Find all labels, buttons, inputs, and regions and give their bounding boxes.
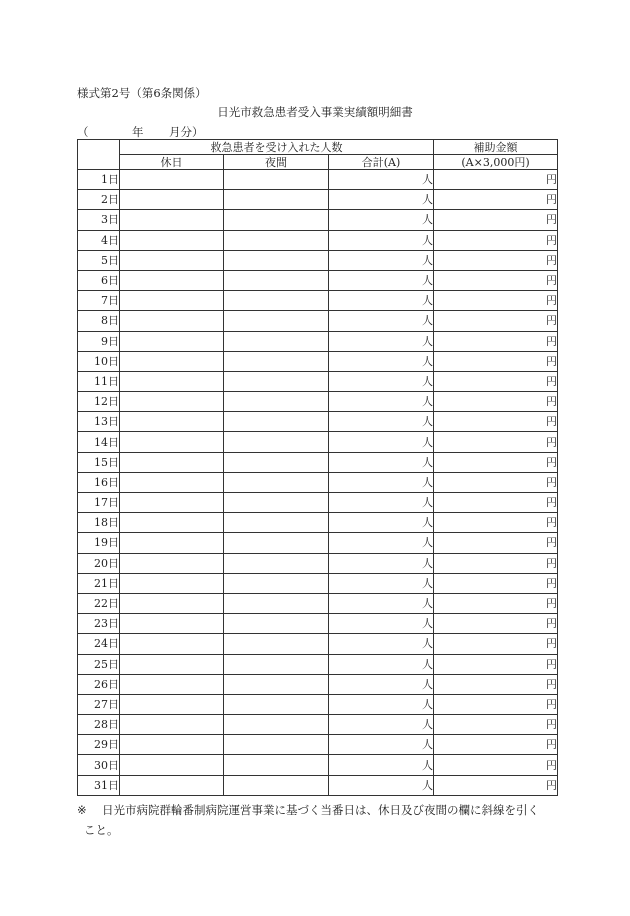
night-cell[interactable]	[224, 452, 329, 472]
table-row	[78, 654, 558, 674]
ledger-table	[77, 139, 558, 796]
amount-cell[interactable]: 円	[434, 755, 558, 775]
table-row	[78, 634, 558, 654]
day-label: 22日	[78, 593, 120, 613]
night-cell[interactable]	[224, 755, 329, 775]
table-row	[78, 553, 558, 573]
table-row	[78, 210, 558, 230]
day-label: 29日	[78, 735, 120, 755]
holiday-cell[interactable]	[120, 190, 224, 210]
amount-cell[interactable]: 円	[434, 654, 558, 674]
day-label: 20日	[78, 553, 120, 573]
total-header: 合計(A)	[329, 155, 434, 170]
total-cell[interactable]: 人	[329, 230, 434, 250]
amount-cell[interactable]: 円	[434, 250, 558, 270]
total-cell[interactable]: 人	[329, 250, 434, 270]
total-cell[interactable]: 人	[329, 170, 434, 190]
day-label: 13日	[78, 412, 120, 432]
day-label: 17日	[78, 493, 120, 513]
total-cell[interactable]: 人	[329, 513, 434, 533]
total-cell[interactable]: 人	[329, 553, 434, 573]
night-cell[interactable]	[224, 634, 329, 654]
table-row	[78, 755, 558, 775]
total-cell[interactable]: 人	[329, 674, 434, 694]
day-label: 1日	[78, 170, 120, 190]
night-cell[interactable]	[224, 654, 329, 674]
total-cell[interactable]: 人	[329, 775, 434, 795]
day-label: 18日	[78, 513, 120, 533]
night-cell[interactable]	[224, 573, 329, 593]
holiday-cell[interactable]	[120, 452, 224, 472]
holiday-cell[interactable]	[120, 533, 224, 553]
day-label: 24日	[78, 634, 120, 654]
amount-cell[interactable]: 円	[434, 593, 558, 613]
table-row	[78, 432, 558, 452]
night-cell[interactable]	[224, 392, 329, 412]
amount-cell[interactable]: 円	[434, 715, 558, 735]
holiday-cell[interactable]	[120, 775, 224, 795]
holiday-cell[interactable]	[120, 291, 224, 311]
total-cell[interactable]: 人	[329, 190, 434, 210]
table-row	[78, 573, 558, 593]
table-row	[78, 412, 558, 432]
night-cell[interactable]	[224, 493, 329, 513]
amount-cell[interactable]: 円	[434, 573, 558, 593]
holiday-cell[interactable]	[120, 270, 224, 290]
holiday-cell[interactable]	[120, 392, 224, 412]
day-header-cell	[78, 140, 120, 170]
night-cell[interactable]	[224, 170, 329, 190]
night-cell[interactable]	[224, 190, 329, 210]
night-cell[interactable]	[224, 775, 329, 795]
amount-cell[interactable]: 円	[434, 694, 558, 714]
total-cell[interactable]: 人	[329, 351, 434, 371]
amount-cell[interactable]: 円	[434, 392, 558, 412]
night-cell[interactable]	[224, 331, 329, 351]
amount-cell[interactable]: 円	[434, 493, 558, 513]
table-row	[78, 715, 558, 735]
day-label: 30日	[78, 755, 120, 775]
day-label: 6日	[78, 270, 120, 290]
total-cell[interactable]: 人	[329, 735, 434, 755]
night-cell[interactable]	[224, 412, 329, 432]
holiday-cell[interactable]	[120, 472, 224, 492]
total-cell[interactable]: 人	[329, 270, 434, 290]
night-cell[interactable]	[224, 513, 329, 533]
night-header: 夜間	[224, 155, 329, 170]
period-month-label: 月分）	[169, 125, 204, 139]
total-cell[interactable]: 人	[329, 412, 434, 432]
holiday-cell[interactable]	[120, 614, 224, 634]
total-cell[interactable]: 人	[329, 694, 434, 714]
total-cell[interactable]: 人	[329, 614, 434, 634]
day-label: 14日	[78, 432, 120, 452]
total-cell[interactable]: 人	[329, 210, 434, 230]
day-label: 25日	[78, 654, 120, 674]
total-cell[interactable]: 人	[329, 715, 434, 735]
amount-cell[interactable]: 円	[434, 553, 558, 573]
total-cell[interactable]: 人	[329, 533, 434, 553]
day-label: 10日	[78, 351, 120, 371]
holiday-cell[interactable]	[120, 210, 224, 230]
table-row	[78, 452, 558, 472]
day-label: 27日	[78, 694, 120, 714]
day-label: 5日	[78, 250, 120, 270]
holiday-cell[interactable]	[120, 593, 224, 613]
holiday-cell[interactable]	[120, 432, 224, 452]
holiday-cell[interactable]	[120, 250, 224, 270]
holiday-cell[interactable]	[120, 331, 224, 351]
amount-cell[interactable]: 円	[434, 291, 558, 311]
holiday-cell[interactable]	[120, 412, 224, 432]
day-label: 19日	[78, 533, 120, 553]
day-label: 23日	[78, 614, 120, 634]
table-row	[78, 533, 558, 553]
total-cell[interactable]: 人	[329, 432, 434, 452]
holiday-header: 休日	[120, 155, 224, 170]
day-label: 4日	[78, 230, 120, 250]
day-label: 8日	[78, 311, 120, 331]
table-row	[78, 291, 558, 311]
day-label: 3日	[78, 210, 120, 230]
note-line-1: 日光市病院群輪番制病院運営事業に基づく当番日は、休日及び夜間の欄に斜線を引く	[102, 803, 539, 817]
table-row	[78, 311, 558, 331]
table-row	[78, 170, 558, 190]
amount-cell[interactable]: 円	[434, 351, 558, 371]
night-cell[interactable]	[224, 593, 329, 613]
night-cell[interactable]	[224, 715, 329, 735]
ledger-body	[78, 170, 558, 796]
day-label: 21日	[78, 573, 120, 593]
day-label: 11日	[78, 371, 120, 391]
day-label: 28日	[78, 715, 120, 735]
night-cell[interactable]	[224, 674, 329, 694]
table-row	[78, 674, 558, 694]
day-label: 31日	[78, 775, 120, 795]
holiday-cell[interactable]	[120, 311, 224, 331]
total-cell[interactable]: 人	[329, 654, 434, 674]
form-number: 様式第2号（第6条関係）	[77, 86, 207, 100]
total-cell[interactable]: 人	[329, 573, 434, 593]
total-cell[interactable]: 人	[329, 472, 434, 492]
table-row	[78, 513, 558, 533]
table-row	[78, 270, 558, 290]
amount-formula: (A×3,000円)	[434, 155, 558, 170]
period-line	[77, 124, 204, 140]
period-open: （	[77, 125, 89, 139]
table-row	[78, 694, 558, 714]
holiday-cell[interactable]	[120, 493, 224, 513]
table-row	[78, 472, 558, 492]
night-cell[interactable]	[224, 432, 329, 452]
total-cell[interactable]: 人	[329, 311, 434, 331]
total-cell[interactable]: 人	[329, 755, 434, 775]
amount-cell[interactable]: 円	[434, 190, 558, 210]
amount-cell[interactable]: 円	[434, 432, 558, 452]
table-row	[78, 190, 558, 210]
day-label: 12日	[78, 392, 120, 412]
amount-cell[interactable]: 円	[434, 513, 558, 533]
table-row	[78, 230, 558, 250]
table-row	[78, 331, 558, 351]
holiday-cell[interactable]	[120, 573, 224, 593]
total-cell[interactable]: 人	[329, 452, 434, 472]
table-row	[78, 371, 558, 391]
night-cell[interactable]	[224, 553, 329, 573]
total-cell[interactable]: 人	[329, 371, 434, 391]
night-cell[interactable]	[224, 694, 329, 714]
footnote	[77, 800, 562, 840]
amount-cell[interactable]: 円	[434, 412, 558, 432]
amount-cell[interactable]: 円	[434, 311, 558, 331]
night-cell[interactable]	[224, 614, 329, 634]
total-cell[interactable]: 人	[329, 392, 434, 412]
holiday-cell[interactable]	[120, 634, 224, 654]
amount-cell[interactable]: 円	[434, 452, 558, 472]
total-cell[interactable]: 人	[329, 291, 434, 311]
amount-cell[interactable]: 円	[434, 331, 558, 351]
night-cell[interactable]	[224, 230, 329, 250]
amount-cell[interactable]: 円	[434, 472, 558, 492]
amount-cell[interactable]: 円	[434, 674, 558, 694]
night-cell[interactable]	[224, 270, 329, 290]
holiday-cell[interactable]	[120, 715, 224, 735]
day-label: 16日	[78, 472, 120, 492]
amount-cell[interactable]: 円	[434, 371, 558, 391]
night-cell[interactable]	[224, 311, 329, 331]
total-cell[interactable]: 人	[329, 634, 434, 654]
night-cell[interactable]	[224, 533, 329, 553]
holiday-cell[interactable]	[120, 553, 224, 573]
period-year-label: 年	[132, 125, 144, 139]
day-label: 7日	[78, 291, 120, 311]
day-label: 9日	[78, 331, 120, 351]
amount-cell[interactable]: 円	[434, 634, 558, 654]
amount-cell[interactable]: 円	[434, 735, 558, 755]
holiday-cell[interactable]	[120, 674, 224, 694]
patients-group-header: 救急患者を受け入れた人数	[120, 140, 434, 155]
total-cell[interactable]: 人	[329, 331, 434, 351]
table-row	[78, 775, 558, 795]
holiday-cell[interactable]	[120, 371, 224, 391]
amount-header: 補助金額	[434, 140, 558, 155]
holiday-cell[interactable]	[120, 351, 224, 371]
night-cell[interactable]	[224, 291, 329, 311]
amount-cell[interactable]: 円	[434, 170, 558, 190]
day-label: 26日	[78, 674, 120, 694]
night-cell[interactable]	[224, 210, 329, 230]
table-row	[78, 351, 558, 371]
holiday-cell[interactable]	[120, 170, 224, 190]
night-cell[interactable]	[224, 472, 329, 492]
day-label: 15日	[78, 452, 120, 472]
note-line-2: こと。	[84, 823, 119, 837]
table-row	[78, 250, 558, 270]
amount-cell[interactable]: 円	[434, 614, 558, 634]
document-title: 日光市救急患者受入事業実績額明細書	[217, 105, 413, 119]
day-label: 2日	[78, 190, 120, 210]
holiday-cell[interactable]	[120, 513, 224, 533]
amount-cell[interactable]: 円	[434, 533, 558, 553]
holiday-cell[interactable]	[120, 755, 224, 775]
amount-cell[interactable]: 円	[434, 270, 558, 290]
table-row	[78, 493, 558, 513]
table-row	[78, 614, 558, 634]
holiday-cell[interactable]	[120, 654, 224, 674]
amount-cell[interactable]: 円	[434, 230, 558, 250]
night-cell[interactable]	[224, 735, 329, 755]
amount-cell[interactable]: 円	[434, 775, 558, 795]
night-cell[interactable]	[224, 351, 329, 371]
table-row	[78, 593, 558, 613]
holiday-cell[interactable]	[120, 694, 224, 714]
holiday-cell[interactable]	[120, 230, 224, 250]
table-row	[78, 392, 558, 412]
holiday-cell[interactable]	[120, 735, 224, 755]
night-cell[interactable]	[224, 371, 329, 391]
total-cell[interactable]: 人	[329, 493, 434, 513]
night-cell[interactable]	[224, 250, 329, 270]
note-mark: ※	[77, 803, 87, 817]
total-cell[interactable]: 人	[329, 593, 434, 613]
amount-cell[interactable]: 円	[434, 210, 558, 230]
table-row	[78, 735, 558, 755]
